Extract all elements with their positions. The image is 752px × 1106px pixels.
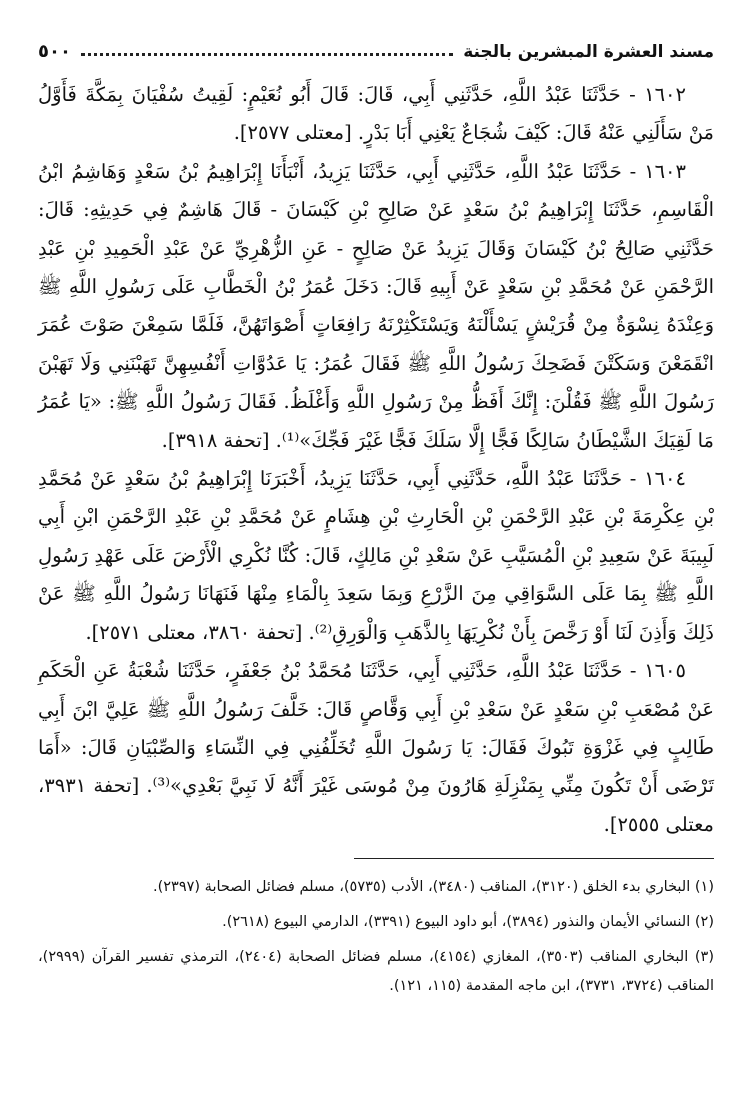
- hadith-1602: ١٦٠٢ - حَدَّثَنَا عَبْدُ اللَّهِ، حَدَّثَنِي أَبِي، قَالَ: قَالَ أَبُو نُعَيْمٍ: لَقِيتُ سُفْيَانَ بِمَكَّةَ فَأَوَّلُ مَنْ سَأَلَنِي عَنْهُ قَالَ: كَيْفَ شُجَاعٌ يَعْنِي أَبَا بَدْرٍ. [معتلى ٢٥٧٧].: [38, 83, 714, 145]
- footnote-1: (١) البخاري بدء الخلق (٣١٢٠)، المناقب (٣٤٨٠)، الأدب (٥٧٣٥)، مسلم فضائل الصحابة (٢٣٩٧).: [152, 879, 714, 896]
- page-number: ٥٠٠: [38, 41, 71, 62]
- page-header: [38, 28, 714, 62]
- footnote-3: (٣) البخاري المناقب (٣٥٠٣)، المغازي (٤١٥٤)، مسلم فضائل الصحابة (٢٤٠٤)، الترمذي تفسير القرآن (٢٩٩٩)، المناقب (٣٧٢٤، ٣٧٣١)، ابن ماجه المقدمة (١١٥، ١٢١).: [38, 949, 715, 995]
- hadith-1605: ١٦٠٥ - حَدَّثَنَا عَبْدُ اللَّهِ، حَدَّثَنِي أَبِي، حَدَّثَنَا مُحَمَّدُ بْنُ جَعْفَرٍ، حَدَّثَنَا شُعْبَةُ عَنِ الْحَكَمِ عَنْ مُصْعَبِ بْنِ سَعْدٍ عَنْ سَعْدِ بْنِ أَبِي وَقَّاصٍ قَالَ: خَلَّفَ رَسُولُ اللَّهِ ﷺ عَلِيَّ ابْنَ أَبِي طَالِبٍ فِي غَزْوَةِ تَبُوكَ فَقَالَ: يَا رَسُولَ اللَّهِ تُخَلِّفُنِي فِي النِّسَاءِ وَالصِّبْيَانِ قَالَ: «أَمَا تَرْضَى أَنْ تَكُونَ مِنِّي بِمَنْزِلَةِ هَارُونَ مِنْ مُوسَى غَيْرَ أَنَّهُ لَا نَبِيَّ بَعْدِي»⁽³⁾. [تحفة ٣٩٣١، معتلى ٢٥٥٥].: [38, 659, 714, 836]
- running-title: مسند العشرة المبشرين بالجنة: [463, 42, 714, 62]
- footnote-separator: [354, 858, 714, 859]
- hadith-1604: ١٦٠٤ - حَدَّثَنَا عَبْدُ اللَّهِ، حَدَّثَنِي أَبِي، حَدَّثَنَا يَزِيدُ، أَخْبَرَنَا إِبْرَاهِيمُ بْنُ سَعْدٍ عَنْ مُحَمَّدِ بْنِ عِكْرِمَةَ بْنِ عَبْدِ الرَّحْمَنِ بْنِ الْحَارِثِ بْنِ هِشَامٍ عَنْ مُحَمَّدِ بْنِ عَبْدِ الرَّحْمَنِ ابْنِ أَبِي لَبِيبَةَ عَنْ سَعِيدِ بْنِ الْمُسَيَّبِ عَنْ سَعْدِ بْنِ مَالِكٍ، قَالَ: كُنَّا نُكْرِي الْأَرْضَ عَلَى عَهْدِ رَسُولِ اللَّهِ ﷺ بِمَا عَلَى السَّوَاقِي مِنَ الزَّرْعِ وَبِمَا سَعِدَ بِالْمَاءِ مِنْهَا فَنَهَانَا رَسُولُ اللَّهِ ﷺ عَنْ ذَلِكَ وَأَذِنَ لَنَا أَوْ رَخَّصَ بِأَنْ نُكْرِيَهَا بِالذَّهَبِ وَالْوَرِقِ⁽²⁾. [تحفة ٣٨٦٠، معتلى ٢٥٧١].: [38, 467, 714, 644]
- footnotes: [38, 873, 714, 1001]
- footnote-2: (٢) النسائي الأيمان والنذور (٣٨٩٤)، أبو داود البيوع (٣٣٩١)، الدارمي البيوع (٢٦١٨).: [222, 914, 714, 931]
- hadith-1603: ١٦٠٣ - حَدَّثَنَا عَبْدُ اللَّهِ، حَدَّثَنِي أَبِي، حَدَّثَنَا يَزِيدُ، أَنْبَأَنَا إِبْرَاهِيمُ بْنُ سَعْدٍ وَهَاشِمُ ابْنُ الْقَاسِمِ، حَدَّثَنَا إِبْرَاهِيمُ بْنُ سَعْدٍ عَنْ صَالِحِ بْنِ كَيْسَانَ - قَالَ هَاشِمٌ فِي حَدِيثِهِ: قَالَ: حَدَّثَنِي صَالِحُ بْنُ كَيْسَانَ وَقَالَ يَزِيدُ عَنْ صَالِحٍ - عَنِ الزُّهْرِيِّ عَنْ عَبْدِ الْحَمِيدِ بْنِ عَبْدِ الرَّحْمَنِ عَنْ مُحَمَّدِ بْنِ سَعْدٍ عَنْ أَبِيهِ قَالَ: دَخَلَ عُمَرُ بْنُ الْخَطَّابِ عَلَى رَسُولِ اللَّهِ ﷺ وَعِنْدَهُ نِسْوَةٌ مِنْ قُرَيْشٍ يَسْأَلْنَهُ وَيَسْتَكْثِرْنَهُ رَافِعَاتٍ أَصْوَاتَهُنَّ، فَلَمَّا سَمِعْنَ صَوْتَ عُمَرَ انْقَمَعْنَ وَسَكَتْنَ فَضَحِكَ رَسُولُ اللَّهِ ﷺ فَقَالَ عُمَرُ: يَا عَدُوَّاتِ أَنْفُسِهِنَّ تَهَبْنَنِي وَلَا تَهَبْنَ رَسُولَ اللَّهِ ﷺ فَقُلْنَ: إِنَّكَ أَفَظُّ مِنْ رَسُولِ اللَّهِ وَأَغْلَظُ. فَقَالَ رَسُولُ اللَّهِ ﷺ: «يَا عُمَرُ مَا لَقِيَكَ الشَّيْطَانُ سَالِكًا فَجًّا إِلَّا سَلَكَ فَجًّا غَيْرَ فَجِّكَ»⁽¹⁾. [تحفة ٣٩١٨].: [38, 159, 714, 452]
- book-page: [38, 28, 714, 1088]
- hadith-text-block: [38, 76, 714, 844]
- header-dotted-leader: [81, 53, 453, 56]
